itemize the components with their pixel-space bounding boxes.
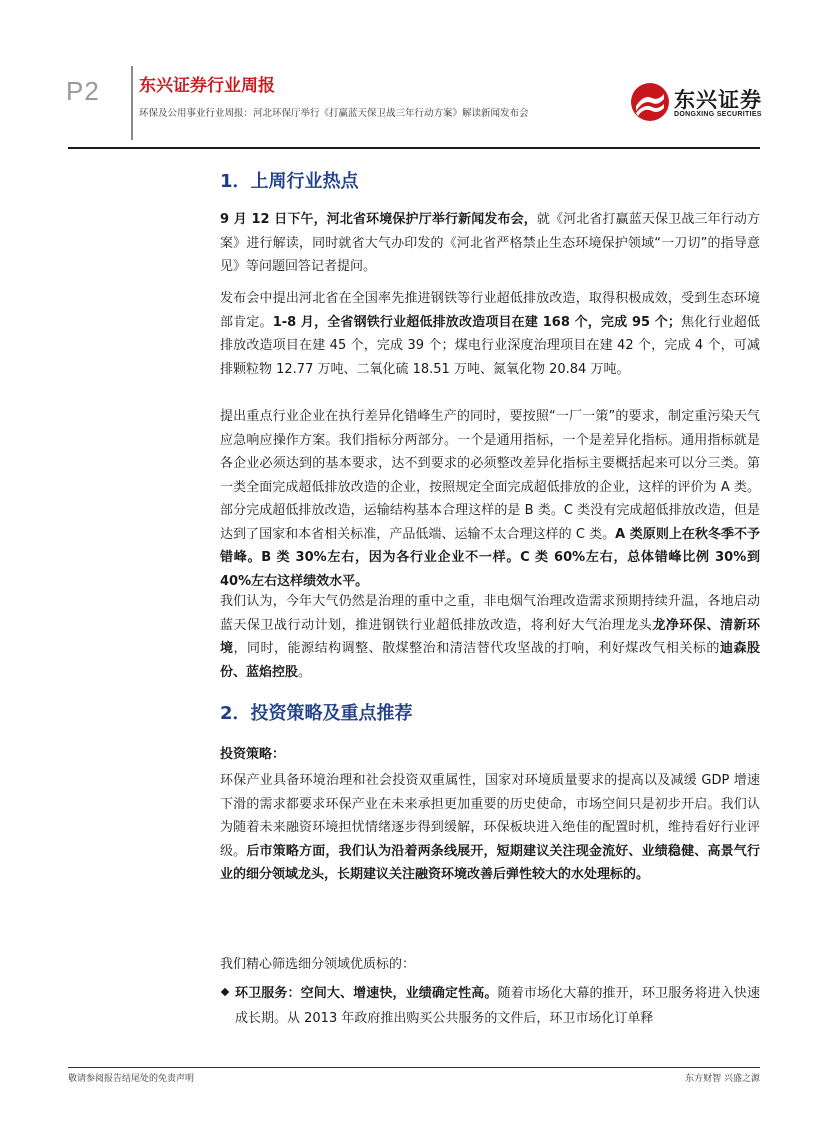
- disclaimer-note: 敬请参阅报告结尾处的免责声明: [68, 1074, 195, 1084]
- header-rule: [68, 147, 760, 149]
- report-series-title: 东兴证券行业周报: [139, 76, 275, 96]
- body-text: 焦化行业超低排放改造项目在建 45 个，完成 39 个；煤电行业深度治理项目在建 42 个，完成 4 个，可减排颗粒物 12.77 万吨、二氧化硫 18.51 万吨、氮氧化物 20.84 万吨。: [220, 314, 760, 377]
- footer-slogan: 东方财智 兴盛之源: [685, 1074, 760, 1084]
- report-subtitle: 环保及公用事业行业周报：河北环保厅举行《打赢蓝天保卫战三年行动方案》解读新闻发布会: [139, 108, 529, 119]
- emphasized-text: 1-8 月，全省钢铁行业超低排放改造项目在建 168 个，完成 95 个；: [272, 314, 681, 330]
- body-text: 就《河北省打赢蓝天保卫战三年行动方案》进行解读，同时就省大气办印发的《河北省严格禁止生态环境保护领域“一刀切”的指导意见》等问题回答记者提问。: [220, 212, 760, 274]
- section-1-paragraph-2: [220, 287, 760, 381]
- section-2-heading: 2．投资策略及重点推荐: [220, 703, 413, 724]
- body-text: 发布会中提出河北省在全国率先推进钢铁等行业超低排放改造，取得积极成效，受到生态环境部肯定。: [220, 291, 760, 330]
- emphasized-text: 9 月 12 日下午，河北省环境保护厅举行新闻发布会，: [220, 212, 537, 227]
- section-1-paragraph-4: [220, 590, 760, 684]
- emphasized-text: 龙净环保、清新环境: [220, 617, 760, 656]
- section-1-heading: 1．上周行业热点: [220, 171, 359, 192]
- footer-rule: [68, 1067, 760, 1068]
- logo-mark-icon: [630, 82, 670, 122]
- strategy-paragraph: [220, 769, 760, 887]
- bullet-diamond-icon: [221, 988, 229, 996]
- logo-english-name: DONGXING SECURITIES: [674, 111, 762, 118]
- emphasized-text: 迪森股份、蓝焰控股: [220, 641, 760, 680]
- strategy-label: 投资策略：: [220, 747, 286, 762]
- section-1-paragraph-1: [220, 208, 760, 279]
- company-logo: [630, 82, 762, 122]
- body-text: 。: [298, 664, 312, 680]
- page-number: P2: [66, 76, 100, 106]
- body-text: 随着市场化大幕的推开，环卫服务将进入快速成长期。从 2013 年政府推出购买公共服务的文件后，环卫市场化订单释: [235, 986, 760, 1026]
- section-1-paragraph-3: [220, 405, 760, 593]
- logo-chinese-name: 东兴证券: [674, 88, 762, 112]
- body-text: 提出重点行业企业在执行差异化错峰生产的同时，要按照“一厂一策”的要求，制定重污染天气应急响应操作方案。我们指标分两部分。一个是通用指标，一个是差异化指标。通用指标就是各企业必须达到的基本要求，达不到要求的必须整改差异化指标主要概括起来可以分三类。第一类全面完成超低排放改造的企业，按照规定全面完成超低排放的企业，这样的评价为 A 类。部分完成超低排放改造，运输结构基本合理这样的是 B 类。C 类没有完成超低排放改造，但是达到了国家和本省相关标准，产品低端、运输不太合理这样的 C 类。: [220, 409, 760, 542]
- body-text: 我们认为，今年大气仍然是治理的重中之重，非电烟气治理改造需求预期持续升温，各地启动蓝天保卫战行动计划，推进钢铁行业超低排放改造，将利好大气治理龙头: [220, 594, 760, 633]
- emphasized-text: 环卫服务：空间大、增速快，业绩确定性高。: [235, 986, 498, 1001]
- bullet-sanitation-services: [235, 981, 760, 1031]
- emphasized-text: 后市策略方面，我们认为沿着两条线展开，短期建议关注现金流好、业绩稳健、高景气行业的细分领域龙头，长期建议关注融资环境改善后弹性较大的水处理标的。: [220, 843, 760, 882]
- header-divider: [131, 66, 133, 140]
- body-text: 环保产业具备环境治理和社会投资双重属性，国家对环境质量要求的提高以及减缓 GDP 增速下滑的需求都要求环保产业在未来承担更加重要的历史使命，市场空间只是初步开启。我们认为随着未来融资环境担忧情绪逐步得到缓解，环保板块进入绝佳的配置时机，维持看好行业评级。: [220, 773, 760, 859]
- picks-intro: 我们精心筛选细分领域优质标的：: [220, 957, 416, 972]
- body-text: ，同时，能源结构调整、散煤整治和清洁替代攻坚战的打响，利好煤改气相关标的: [233, 641, 720, 656]
- emphasized-text: A 类原则上在秋冬季不予错峰。B 类 30%左右，因为各行业企业不一样。C 类 60%左右，总体错峰比例 30%到 40%左右这样绩效水平。: [220, 526, 761, 589]
